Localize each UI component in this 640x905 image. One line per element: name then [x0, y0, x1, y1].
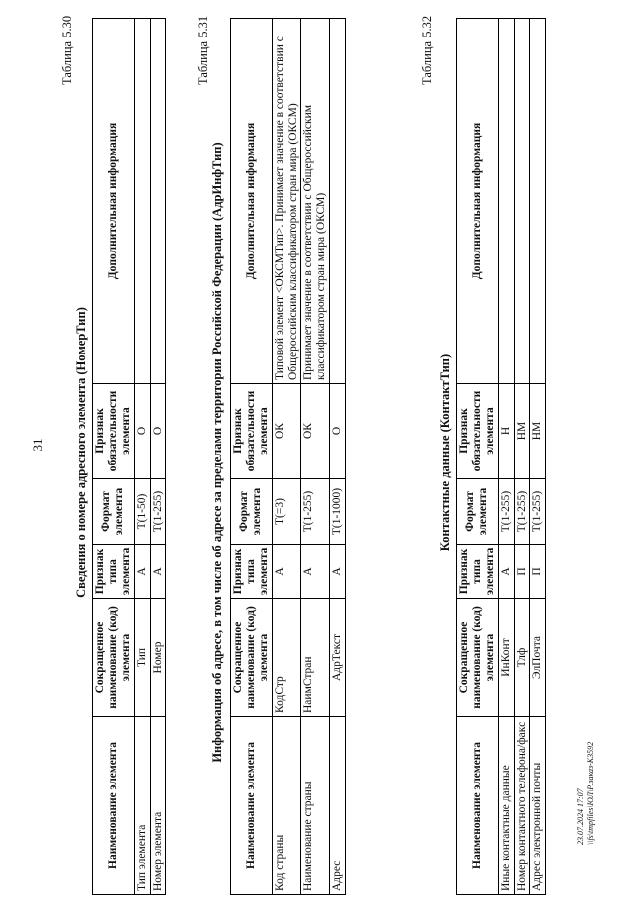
cell-format: Т(1-50): [134, 479, 150, 545]
table-row: [530, 19, 546, 895]
table-row: [272, 19, 301, 895]
header-format: Формат элемента: [457, 479, 499, 545]
cell-name: Адрес электронной почты: [530, 717, 546, 895]
cell-code: АдрТекст: [330, 599, 346, 717]
header-name: Наименование элемента: [231, 717, 273, 895]
cell-info: [330, 19, 346, 384]
cell-type: А: [330, 545, 346, 599]
cell-format: Т(1-255): [150, 479, 166, 545]
cell-type: П: [530, 545, 546, 599]
header-required: Признак обязательности элемента: [457, 384, 499, 479]
cell-name: Адрес: [330, 717, 346, 895]
cell-format: Т(1-255): [301, 479, 330, 545]
cell-info: [134, 19, 150, 384]
table-row: [498, 19, 514, 895]
cell-info: Типовой элемент <ОКСМТип>. Принимает значение в соответствии с Общероссийским классификатором стран мира (ОКСМ): [272, 19, 301, 384]
cell-name: Наименование страны: [301, 717, 330, 895]
header-format: Формат элемента: [93, 479, 135, 545]
cell-required: О: [134, 384, 150, 479]
cell-required: О: [330, 384, 346, 479]
cell-required: О: [150, 384, 166, 479]
header-required: Признак обязательности элемента: [93, 384, 135, 479]
table-5-32-label: Таблица 5.32: [420, 15, 434, 85]
header-info: Дополнительная информация: [231, 19, 273, 384]
header-format: Формат элемента: [231, 479, 273, 545]
header-name: Наименование элемента: [457, 717, 499, 895]
print-stamp-date: 23.07.2024 17:07: [576, 788, 585, 845]
table-5-32-title: Контактные данные (КонтактТип): [438, 353, 452, 552]
cell-type: А: [301, 545, 330, 599]
table-5-31-label: Таблица 5.31: [196, 15, 210, 85]
cell-code: Тип: [134, 599, 150, 717]
header-code: Сокращенное наименование (код) элемента: [231, 599, 273, 717]
print-stamp: [576, 742, 596, 845]
cell-required: НМ: [530, 384, 546, 479]
cell-required: ОК: [272, 384, 301, 479]
table-header-row: [457, 19, 499, 895]
cell-format: Т(1-255): [498, 479, 514, 545]
cell-type: А: [498, 545, 514, 599]
header-name: Наименование элемента: [93, 717, 135, 895]
cell-info: Принимает значение в соответствии с Общероссийским классификатором стран мира (ОКСМ): [301, 19, 330, 384]
cell-type: А: [272, 545, 301, 599]
header-info: Дополнительная информация: [93, 19, 135, 384]
table-row: [134, 19, 150, 895]
cell-required: Н: [498, 384, 514, 479]
cell-name: Иные контактные данные: [498, 717, 514, 895]
table-header-row: [93, 19, 135, 895]
cell-info: [498, 19, 514, 384]
header-type: Признак типа элемента: [231, 545, 273, 599]
cell-code: Тлф: [514, 599, 530, 717]
cell-format: Т(1-1000): [330, 479, 346, 545]
header-info: Дополнительная информация: [457, 19, 499, 384]
table-row: [514, 19, 530, 895]
header-required: Признак обязательности элемента: [231, 384, 273, 479]
table-5-30: [92, 18, 166, 895]
table-5-30-title: Сведения о номере адресного элемента (НомерТип): [74, 307, 88, 598]
table-header-row: [231, 19, 273, 895]
table-row: [150, 19, 166, 895]
cell-code: ЭлПочта: [530, 599, 546, 717]
cell-format: Т(1-255): [514, 479, 530, 545]
cell-required: ОК: [301, 384, 330, 479]
cell-code: ИнКонт: [498, 599, 514, 717]
cell-name: Номер контактного телефона/факс: [514, 717, 530, 895]
cell-code: НаимСтран: [301, 599, 330, 717]
cell-name: Тип элемента: [134, 717, 150, 895]
cell-code: Номер: [150, 599, 166, 717]
table-5-30-label: Таблица 5.30: [60, 15, 74, 85]
cell-type: А: [134, 545, 150, 599]
header-code: Сокращенное наименование (код) элемента: [93, 599, 135, 717]
print-stamp-path: \\fs\tmpfiles\ЮЛ\Р.заказ-К3592: [586, 741, 595, 845]
table-5-31-title: Информация об адресе, в том числе об адресе за пределами территории Российской Федерации (АдрИнфТип): [210, 142, 224, 763]
table-row: [301, 19, 330, 895]
page-number: 31: [30, 438, 45, 452]
cell-code: КодСтр: [272, 599, 301, 717]
cell-type: А: [150, 545, 166, 599]
table-row: [330, 19, 346, 895]
cell-required: НМ: [514, 384, 530, 479]
cell-info: [514, 19, 530, 384]
cell-format: Т(1-255): [530, 479, 546, 545]
cell-info: [150, 19, 166, 384]
cell-info: [530, 19, 546, 384]
header-type: Признак типа элемента: [93, 545, 135, 599]
cell-type: П: [514, 545, 530, 599]
table-5-32: [456, 18, 546, 895]
cell-name: Номер элемента: [150, 717, 166, 895]
cell-format: Т(=3): [272, 479, 301, 545]
header-type: Признак типа элемента: [457, 545, 499, 599]
table-5-31: [230, 18, 346, 895]
header-code: Сокращенное наименование (код) элемента: [457, 599, 499, 717]
cell-name: Код страны: [272, 717, 301, 895]
